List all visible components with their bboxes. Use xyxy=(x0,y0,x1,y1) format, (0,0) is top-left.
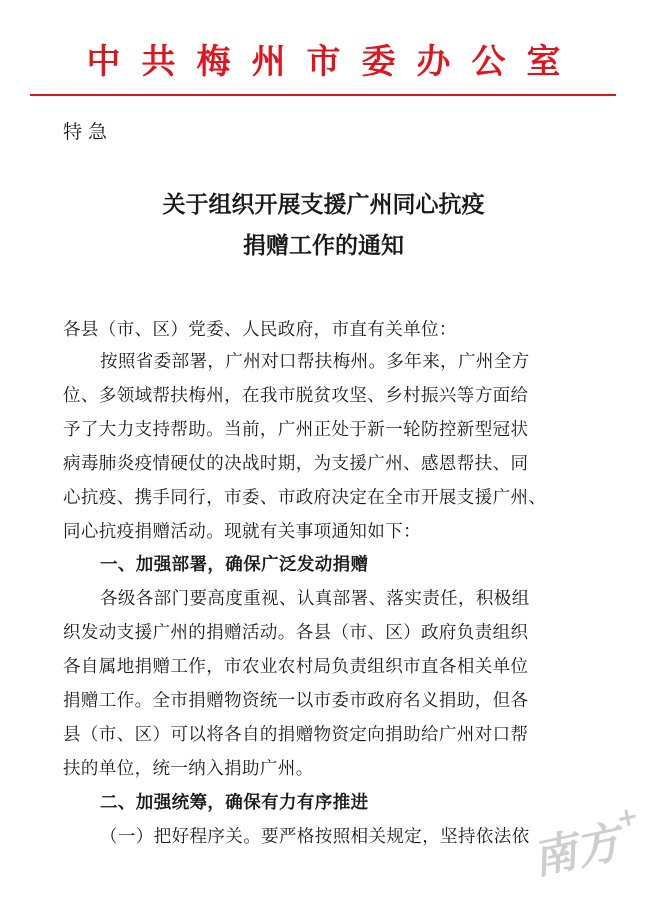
salutation: 各县（市、区）党委、人民政府，市直有关单位： xyxy=(63,320,457,340)
paragraph-3-line: （一）把好程序关。要严格按照相关规定，坚持依法依 xyxy=(100,827,530,847)
section-heading-2: 二、加强统筹，确保有力有序推进 xyxy=(100,793,369,813)
paragraph-1-line: 心抗疫、携手同行，市委、市政府决定在全市开展支援广州、 xyxy=(63,488,547,508)
document-title-line-2: 捐赠工作的通知 xyxy=(243,232,404,259)
paragraph-2-line: 各自属地捐赠工作，市农业农村局负责组织市直各相关单位 xyxy=(63,657,529,677)
paragraph-2-line: 县（市、区）可以将各自的捐赠物资定向捐助给广州对口帮 xyxy=(63,725,529,745)
watermark-plus: + xyxy=(613,800,642,835)
paragraph-1-line: 位、多领域帮扶梅州，在我市脱贫攻坚、乡村振兴等方面给 xyxy=(63,386,529,406)
issuing-office-header: 中共梅州市委办公室 xyxy=(86,42,582,82)
paragraph-2-line: 扶的单位，统一纳入捐助广州。 xyxy=(63,759,314,779)
section-heading-1: 一、加强部署，确保广泛发动捐赠 xyxy=(100,555,369,575)
paragraph-2-line: 织发动支援广州的捐赠活动。各县（市、区）政府负责组织 xyxy=(63,623,529,643)
urgency-label: 特急 xyxy=(63,121,114,143)
paragraph-2-line: 捐赠工作。全市捐赠物资统一以市委市政府名义捐助，但各 xyxy=(63,691,529,711)
header-red-rule xyxy=(30,94,616,96)
source-watermark xyxy=(526,801,647,894)
watermark-text: 南方 xyxy=(528,816,625,885)
paragraph-1-line: 予了大力支持帮助。当前，广州正处于新一轮防控新型冠状 xyxy=(63,420,529,440)
paragraph-1-line: 病毒肺炎疫情硬仗的决战时期，为支援广州、感恩帮扶、同 xyxy=(63,454,529,474)
paragraph-1-line: 按照省委部署，广州对口帮扶梅州。多年来，广州全方 xyxy=(100,352,530,372)
paragraph-2-line: 各级各部门要高度重视、认真部署、落实责任，积极组 xyxy=(100,589,530,609)
document-title-line-1: 关于组织开展支援广州同心抗疫 xyxy=(162,191,485,218)
paragraph-1-line: 同心抗疫捐赠活动。现就有关事项通知如下： xyxy=(63,522,421,542)
